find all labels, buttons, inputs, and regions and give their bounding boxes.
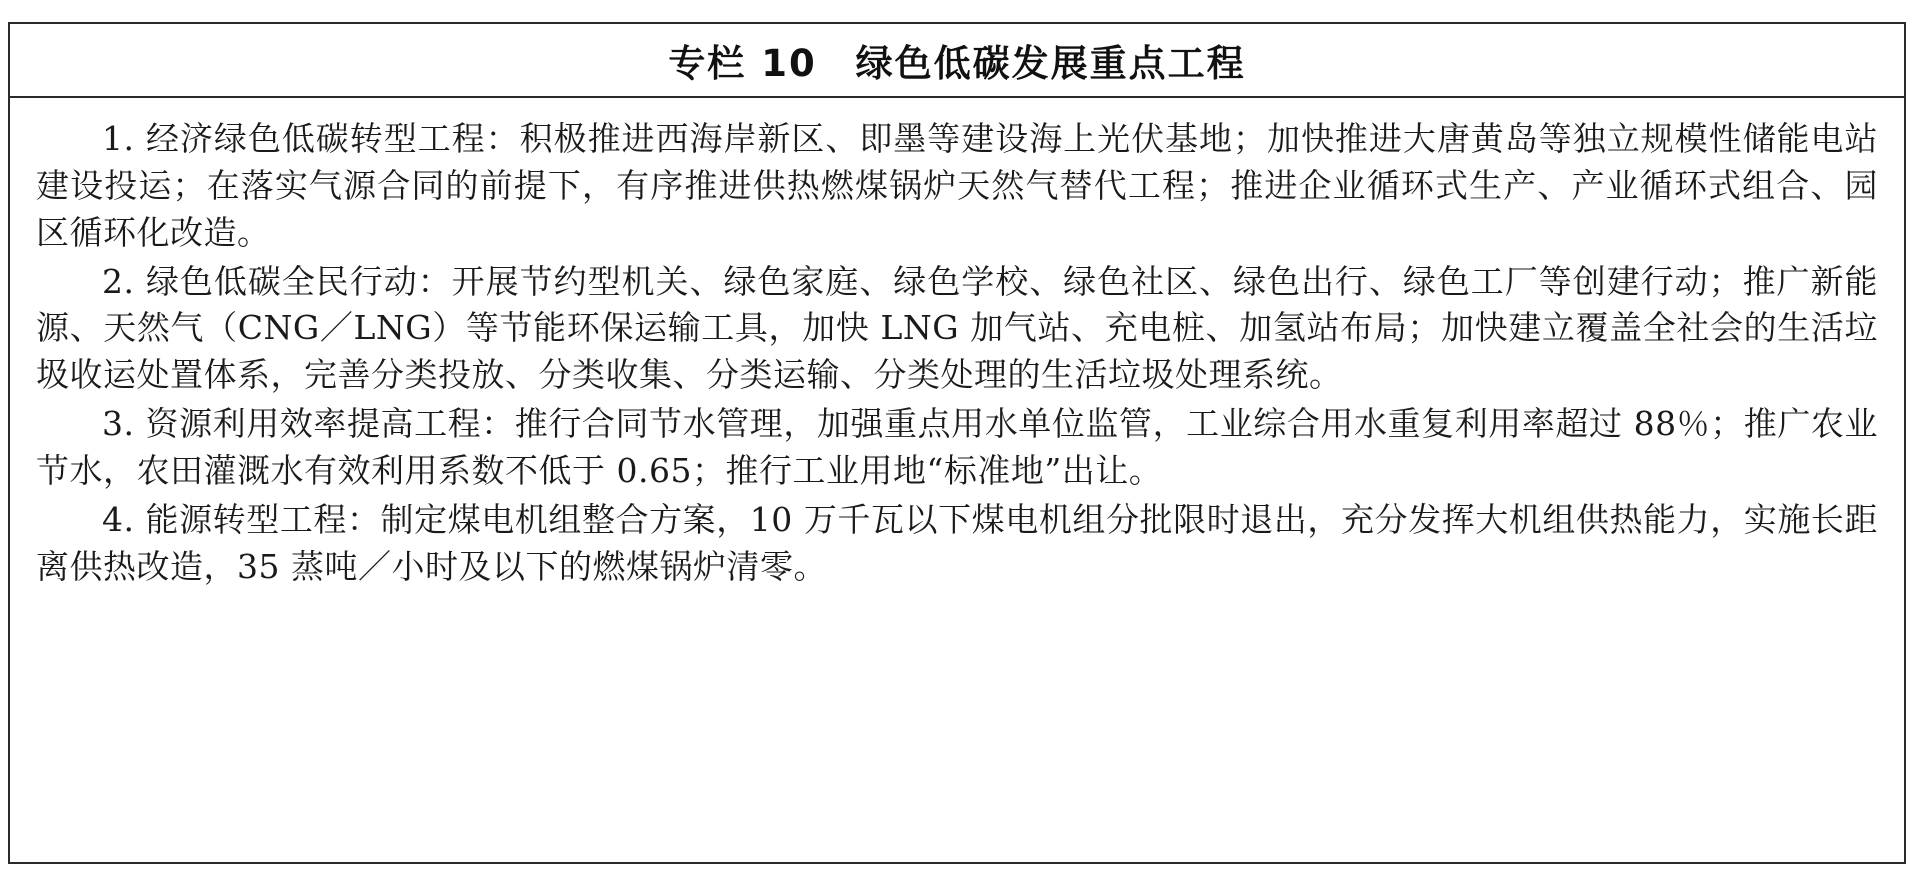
callout-box bbox=[8, 22, 1906, 864]
paragraph-item: 3. 资源利用效率提高工程：推行合同节水管理，加强重点用水单位监管，工业综合用水重复利用率超过 88％；推广农业节水，农田灌溉水有效利用系数不低于 0.65；推行工业用地“标准地”出让。 bbox=[36, 404, 1878, 491]
paragraph-item: 4. 能源转型工程：制定煤电机组整合方案，10 万千瓦以下煤电机组分批限时退出，充分发挥大机组供热能力，实施长距离供热改造，35 蒸吨／小时及以下的燃煤锅炉清零。 bbox=[36, 499, 1878, 586]
paragraph-item: 1. 经济绿色低碳转型工程：积极推进西海岸新区、即墨等建设海上光伏基地；加快推进大唐黄岛等独立规模性储能电站建设投运；在落实气源合同的前提下，有序推进供热燃煤锅炉天然气替代工程；推进企业循环式生产、产业循环式组合、园区循环化改造。 bbox=[36, 119, 1878, 252]
paragraph-item: 2. 绿色低碳全民行动：开展节约型机关、绿色家庭、绿色学校、绿色社区、绿色出行、绿色工厂等创建行动；推广新能源、天然气（CNG／LNG）等节能环保运输工具，加快 LNG 加气站、充电桩、加氢站布局；加快建立覆盖全社会的生活垃圾收运处置体系，完善分类投放、分类收集、分类运输、分类处理的生活垃圾处理系统。 bbox=[36, 261, 1878, 395]
callout-box-title: 专栏 10 绿色低碳发展重点工程 bbox=[10, 24, 1904, 98]
callout-box-body bbox=[10, 98, 1904, 603]
